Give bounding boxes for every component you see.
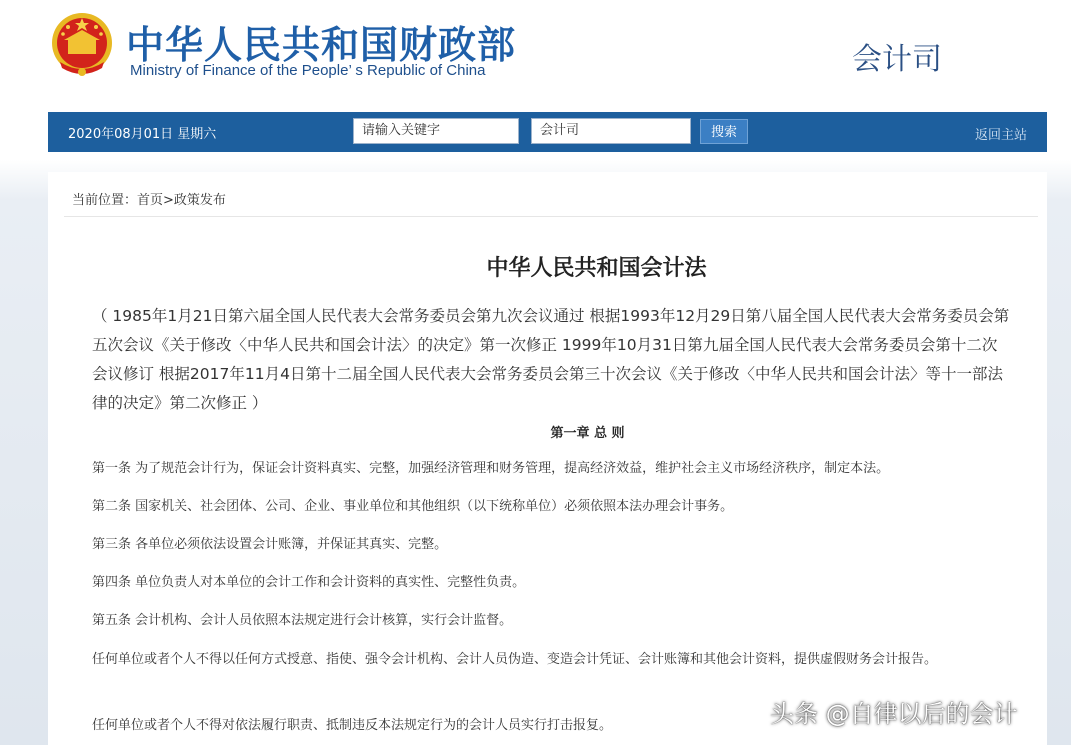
watermark-text: 头条 @自律以后的会计 [770, 700, 1018, 728]
article-preamble: （ 1985年1月21日第六届全国人民代表大会常务委员会第九次会议通过 根据1993年12月29日第八届全国人民代表大会常务委员会第五次会议《关于修改〈中华人民共和国会计法〉的决定》第一次修正 1999年10月31日第九届全国人民代表大会常务委员会第十二次会议修订 根据2017年11月4日第十二届全国人民代表大会常务委员会第三十次会议《关于修改〈中华人民共和国会计法〉等十一部法律的决定》第二次修正 ） [92, 307, 1010, 412]
site-header [0, 0, 1071, 112]
article-paragraph: 任何单位或者个人不得对依法履行职责、抵制违反本法规定行为的会计人员实行打击报复。 [92, 718, 613, 733]
return-home-link[interactable]: 返回主站 [974, 128, 1027, 143]
current-date: 2020年08月01日 星期六 [68, 127, 217, 142]
content-card [48, 172, 1047, 745]
national-emblem-icon [46, 10, 118, 82]
breadcrumb-divider [64, 216, 1038, 217]
search-input[interactable]: 请输入关键字 [353, 118, 519, 144]
site-title-cn: 中华人民共和国财政部 [126, 23, 517, 67]
page-title: 中华人民共和国会计法 [486, 256, 707, 281]
article-paragraph: 第二条 国家机关、社会团体、公司、企业、事业单位和其他组织（以下统称单位）必须依照本法办理会计事务。 [92, 499, 734, 514]
breadcrumb: 当前位置：首页>政策发布 [72, 193, 226, 208]
chapter-heading: 第一章 总 则 [550, 426, 625, 441]
article-paragraph: 第五条 会计机构、会计人员依照本法规定进行会计核算，实行会计监督。 [92, 613, 513, 628]
department-select[interactable]: 会计司 [531, 118, 691, 144]
article-paragraph: 任何单位或者个人不得以任何方式授意、指使、强令会计机构、会计人员伪造、变造会计凭证、会计账簿和其他会计资料，提供虚假财务会计报告。 [92, 652, 938, 667]
nav-bar [48, 112, 1047, 152]
search-button[interactable]: 搜索 [700, 119, 748, 144]
article-paragraph: 第三条 各单位必须依法设置会计账簿，并保证其真实、完整。 [92, 537, 448, 552]
site-title-en: Ministry of Finance of the People’ s Republic of China [130, 62, 486, 79]
article-paragraph: 第一条 为了规范会计行为，保证会计资料真实、完整，加强经济管理和财务管理，提高经济效益，维护社会主义市场经济秩序，制定本法。 [92, 461, 890, 476]
department-name: 会计司 [852, 42, 942, 77]
article-paragraph: 第四条 单位负责人对本单位的会计工作和会计资料的真实性、完整性负责。 [92, 575, 526, 590]
